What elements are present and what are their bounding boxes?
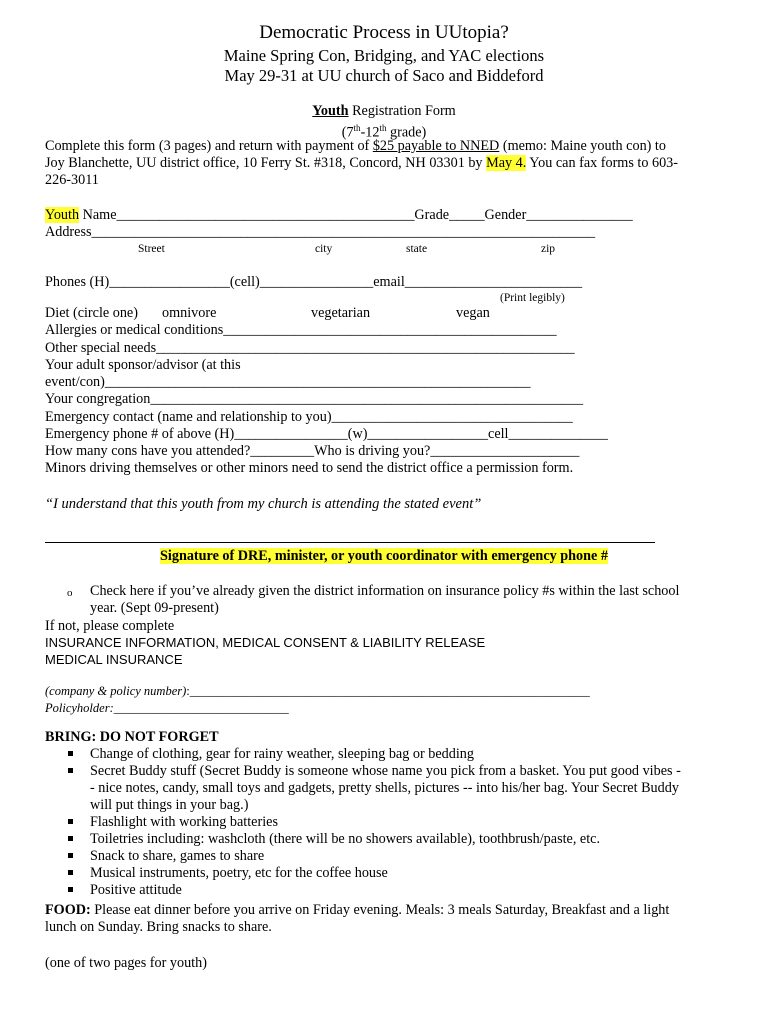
congregation-field[interactable]: Your congregation_____________________________________________________________ <box>45 391 584 407</box>
food-label: FOOD: <box>45 902 91 918</box>
company-policy-line: :________________________________________________________________ <box>186 684 590 698</box>
state-label: state <box>406 243 428 255</box>
intro-address: Joy Blanchette, UU district office, 10 Ferry St. #318, Concord, NH 03301 by <box>45 155 487 171</box>
diet-option-vegetarian[interactable]: vegetarian <box>311 305 371 321</box>
special-needs-field[interactable]: Other special needs___________________________________________________________ <box>45 340 575 356</box>
bring-list-item <box>45 763 735 814</box>
grade-sup-2: th <box>379 123 387 133</box>
cons-attended-field[interactable]: How many cons have you attended?_________Who is driving you?_____________________ <box>45 443 580 459</box>
intro-line-3: 226-3011 <box>45 172 99 188</box>
bullet-square-icon <box>68 819 73 824</box>
bullet-square-icon <box>68 853 73 858</box>
fee-amount: $25 payable to NNED <box>372 138 500 154</box>
insurance-check-text-1: Check here if you’ve already given the district information on insurance policy #s within the last school <box>90 583 680 599</box>
bring-item-line: Musical instruments, poetry, etc for the coffee house <box>90 865 388 881</box>
bring-list <box>45 746 735 899</box>
print-legibly-note: (Print legibly) <box>500 292 565 304</box>
diet-option-vegan[interactable]: vegan <box>456 305 490 321</box>
city-label: city <box>315 243 333 255</box>
bring-list-item <box>45 831 735 848</box>
address-field[interactable]: Address_______________________________________________________________________ <box>45 224 596 240</box>
minors-note: Minors driving themselves or other minors need to send the district office a permission form. <box>45 460 574 476</box>
intro-line-1 <box>45 138 666 155</box>
medical-insurance-heading: MEDICAL INSURANCE <box>45 652 183 667</box>
signature-label <box>0 548 768 565</box>
bullet-square-icon <box>68 751 73 756</box>
bring-item-line: Snack to share, games to share <box>90 848 265 864</box>
page-subtitle-date-location: May 29-31 at UU church of Saco and Biddeford <box>224 66 544 85</box>
insurance-check-text-2: year. (Sept 09-present) <box>90 600 219 616</box>
bring-list-item <box>45 814 735 831</box>
grade-open: (7 <box>341 124 354 141</box>
deadline-highlight: May 4. <box>486 155 527 171</box>
diet-label: Diet (circle one) <box>45 305 138 321</box>
policyholder-label: Policyholder: <box>45 701 114 715</box>
bring-heading: BRING: DO NOT FORGET <box>45 729 219 745</box>
if-not-complete: If not, please complete <box>45 618 175 634</box>
form-title-rest: Registration Form <box>348 103 456 119</box>
policyholder-field[interactable] <box>45 700 289 717</box>
bring-item-line: Secret Buddy stuff (Secret Buddy is someone whose name you pick from a basket. You put good vibes - <box>90 763 681 779</box>
bring-item-line: Positive attitude <box>90 882 182 898</box>
page-title: Democratic Process in UUtopia? <box>259 22 509 43</box>
page-footer-note: (one of two pages for youth) <box>45 955 207 971</box>
bring-list-item <box>45 882 735 899</box>
street-label: Street <box>138 243 165 255</box>
grade-mid: -12 <box>360 124 380 141</box>
bring-list-item <box>45 865 735 882</box>
page-subtitle-events: Maine Spring Con, Bridging, and YAC elections <box>223 46 545 65</box>
intro-text-2: (memo: Maine youth con) to <box>499 138 666 154</box>
bullet-square-icon <box>68 768 73 773</box>
attendance-statement: “I understand that this youth from my church is attending the stated event” <box>45 496 482 512</box>
youth-name-field[interactable] <box>45 207 633 224</box>
bring-item-line: Flashlight with working batteries <box>90 814 278 830</box>
bring-item-line: Toiletries including: washcloth (there will be no showers available), toothbrush/paste, etc. <box>90 831 601 847</box>
emergency-phone-field[interactable]: Emergency phone # of above (H)________________(w)_________________cell______________ <box>45 426 608 442</box>
bring-item-line: - nice notes, candy, small toys and gadgets, pretty shells, pictures -- into his/her bag. Your Secret Buddy <box>90 780 679 796</box>
name-grade-gender-line: Name__________________________________________Grade_____Gender_______________ <box>79 207 633 223</box>
sponsor-field[interactable]: event/con)____________________________________________________________ <box>45 374 531 390</box>
bring-item-line: Change of clothing, gear for rainy weather, sleeping bag or bedding <box>90 746 474 762</box>
insurance-heading: INSURANCE INFORMATION, MEDICAL CONSENT & LIABILITY RELEASE <box>45 635 486 650</box>
sponsor-label: Your adult sponsor/advisor (at this <box>45 357 241 373</box>
signature-label-text: Signature of DRE, minister, or youth coordinator with emergency phone # <box>160 548 608 564</box>
intro-text-1: Complete this form (3 pages) and return with payment of <box>45 138 373 154</box>
diet-option-omnivore[interactable]: omnivore <box>162 305 217 321</box>
food-line-2: lunch on Sunday. Bring snacks to share. <box>45 919 272 935</box>
intro-fax: You can fax forms to 603- <box>526 155 678 171</box>
food-line-1 <box>45 902 669 919</box>
youth-highlight: Youth <box>45 207 80 223</box>
emergency-contact-field[interactable]: Emergency contact (name and relationship to you)__________________________________ <box>45 409 573 425</box>
insurance-checkbox[interactable]: o <box>67 587 73 599</box>
bullet-square-icon <box>68 870 73 875</box>
food-text-1: Please eat dinner before you arrive on Friday evening. Meals: 3 meals Saturday, Breakfast and a light <box>90 902 670 918</box>
signature-line[interactable] <box>45 542 655 543</box>
intro-line-2 <box>45 155 678 172</box>
zip-label: zip <box>541 243 556 255</box>
grade-close: grade) <box>386 124 427 141</box>
bring-item-line: will put things in your bag.) <box>90 797 249 813</box>
policyholder-line: ____________________________ <box>113 701 289 715</box>
phones-email-field[interactable]: Phones (H)_________________(cell)________________email_________________________ <box>45 274 583 290</box>
grade-sup-1: th <box>353 123 361 133</box>
bring-list-item <box>45 848 735 865</box>
form-title-youth: Youth <box>312 103 349 119</box>
allergies-field[interactable]: Allergies or medical conditions_______________________________________________ <box>45 322 557 338</box>
company-policy-label: (company & policy number) <box>45 684 187 698</box>
company-policy-field[interactable] <box>45 683 590 700</box>
form-title <box>0 103 768 120</box>
bullet-square-icon <box>68 836 73 841</box>
bring-list-item <box>45 746 735 763</box>
bullet-square-icon <box>68 887 73 892</box>
